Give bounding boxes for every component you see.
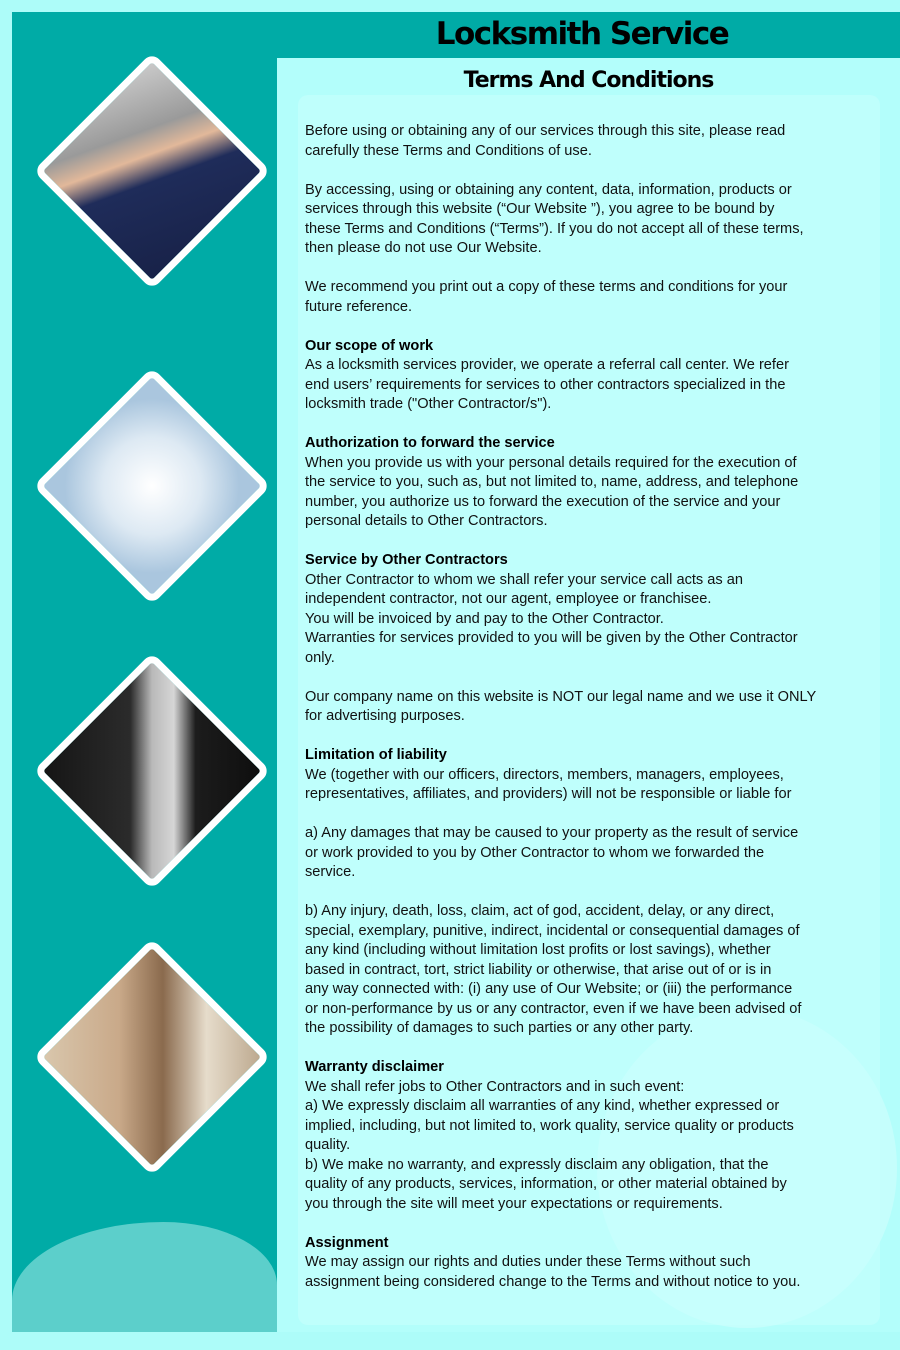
section-liability-a bbox=[305, 824, 895, 883]
section-heading: Our scope of work bbox=[305, 337, 434, 354]
locksmith-holding-keys-image bbox=[33, 52, 271, 290]
decorative-wave bbox=[12, 1222, 277, 1332]
site-title: Locksmith Service bbox=[435, 16, 729, 52]
section-body: We may assign our rights and duties under these Terms without such assignment being considered change to the Terms and without notice to you. bbox=[305, 1254, 801, 1290]
section-body: We shall refer jobs to Other Contractors and in such event: a) We expressly disclaim all warranties of any kind, whether expressed or implied, including, but not limited to, work quality, service quality or products quality. b) We make no warranty, and expressly disclaim any obligation, that the quality of any products, services, information, or other material obtained by you through the site will meet your expectations or requirements. bbox=[305, 1078, 794, 1212]
door-lock-key-image bbox=[33, 938, 271, 1176]
page-title: Terms And Conditions bbox=[463, 68, 714, 93]
section-body: Our company name on this website is NOT our legal name and we use it ONLY for advertising purposes. bbox=[305, 688, 817, 724]
section-heading: Service by Other Contractors bbox=[305, 552, 508, 568]
section-assignment bbox=[305, 1234, 895, 1293]
section-authorization bbox=[305, 434, 895, 532]
section-heading: Limitation of liability bbox=[305, 747, 447, 763]
terms-panel bbox=[277, 58, 900, 1332]
section-heading: Warranty disclaimer bbox=[305, 1059, 444, 1075]
intro-paragraph: We recommend you print out a copy of these terms and conditions for your future reference. bbox=[305, 279, 788, 315]
section-body: b) Any injury, death, loss, claim, act of god, accident, delay, or any direct, special, exemplary, punitive, indirect, incidental or consequential damages of any kind (including without limitation lost profits or lost savings), whether based in contract, tort, strict liability or otherwise, that arise out of or is in any way connected with: (i) any use of Our Website; or (iii) the performance or non-performance by us or any contractor, even if we have been advised of the possibility of damages to such parties or any other party. bbox=[305, 903, 802, 1036]
section-liability-b bbox=[305, 902, 895, 1039]
section-heading: Assignment bbox=[305, 1234, 389, 1251]
intro-paragraph: Before using or obtaining any of our services through this site, please read carefully these Terms and Conditions of use. bbox=[305, 123, 786, 159]
section-body: When you provide us with your personal details required for the execution of the service to you, such as, but not limited to, name, address, and telephone number, you authorize us to forward the execution of the service and your personal details to Other Contractors. bbox=[305, 454, 799, 529]
section-heading: Authorization to forward the service bbox=[305, 435, 555, 451]
section-body: a) Any damages that may be caused to your property as the result of service or work provided to you by Other Contractor to whom we forwarded the service. bbox=[305, 825, 799, 880]
section-body: We (together with our officers, directors, members, managers, employees, representatives, affiliates, and providers) will not be responsible or liable for bbox=[305, 766, 792, 802]
section-body: Other Contractor to whom we shall refer your service call acts as an independent contractor, not our agent, employee or franchisee. You will be invoiced by and pay to the Other Contractor. Warranties for services provided to you will be given by the Other Contractor only. bbox=[305, 571, 798, 666]
section-warranty bbox=[305, 1058, 895, 1214]
section-liability bbox=[305, 746, 895, 805]
page-frame bbox=[12, 12, 900, 1332]
section-body: As a locksmith services provider, we operate a referral call center. We refer end users’ requirements for services to other contractors specialized in the locksmith trade ("Other Contractor/s"). bbox=[305, 357, 789, 412]
key-handover-image bbox=[33, 367, 271, 605]
terms-content bbox=[305, 122, 895, 1312]
section-scope bbox=[305, 337, 895, 415]
intro-paragraph: By accessing, using or obtaining any content, data, information, products or services through this website (“Our Website ”), you agree to be bound by these Terms and Conditions (“Terms”). If you do not accept all of these terms, then please do not use Our Website. bbox=[305, 181, 804, 256]
keypad-lock-image bbox=[33, 652, 271, 890]
section-other-contractors bbox=[305, 551, 895, 668]
section-company-name bbox=[305, 688, 895, 727]
